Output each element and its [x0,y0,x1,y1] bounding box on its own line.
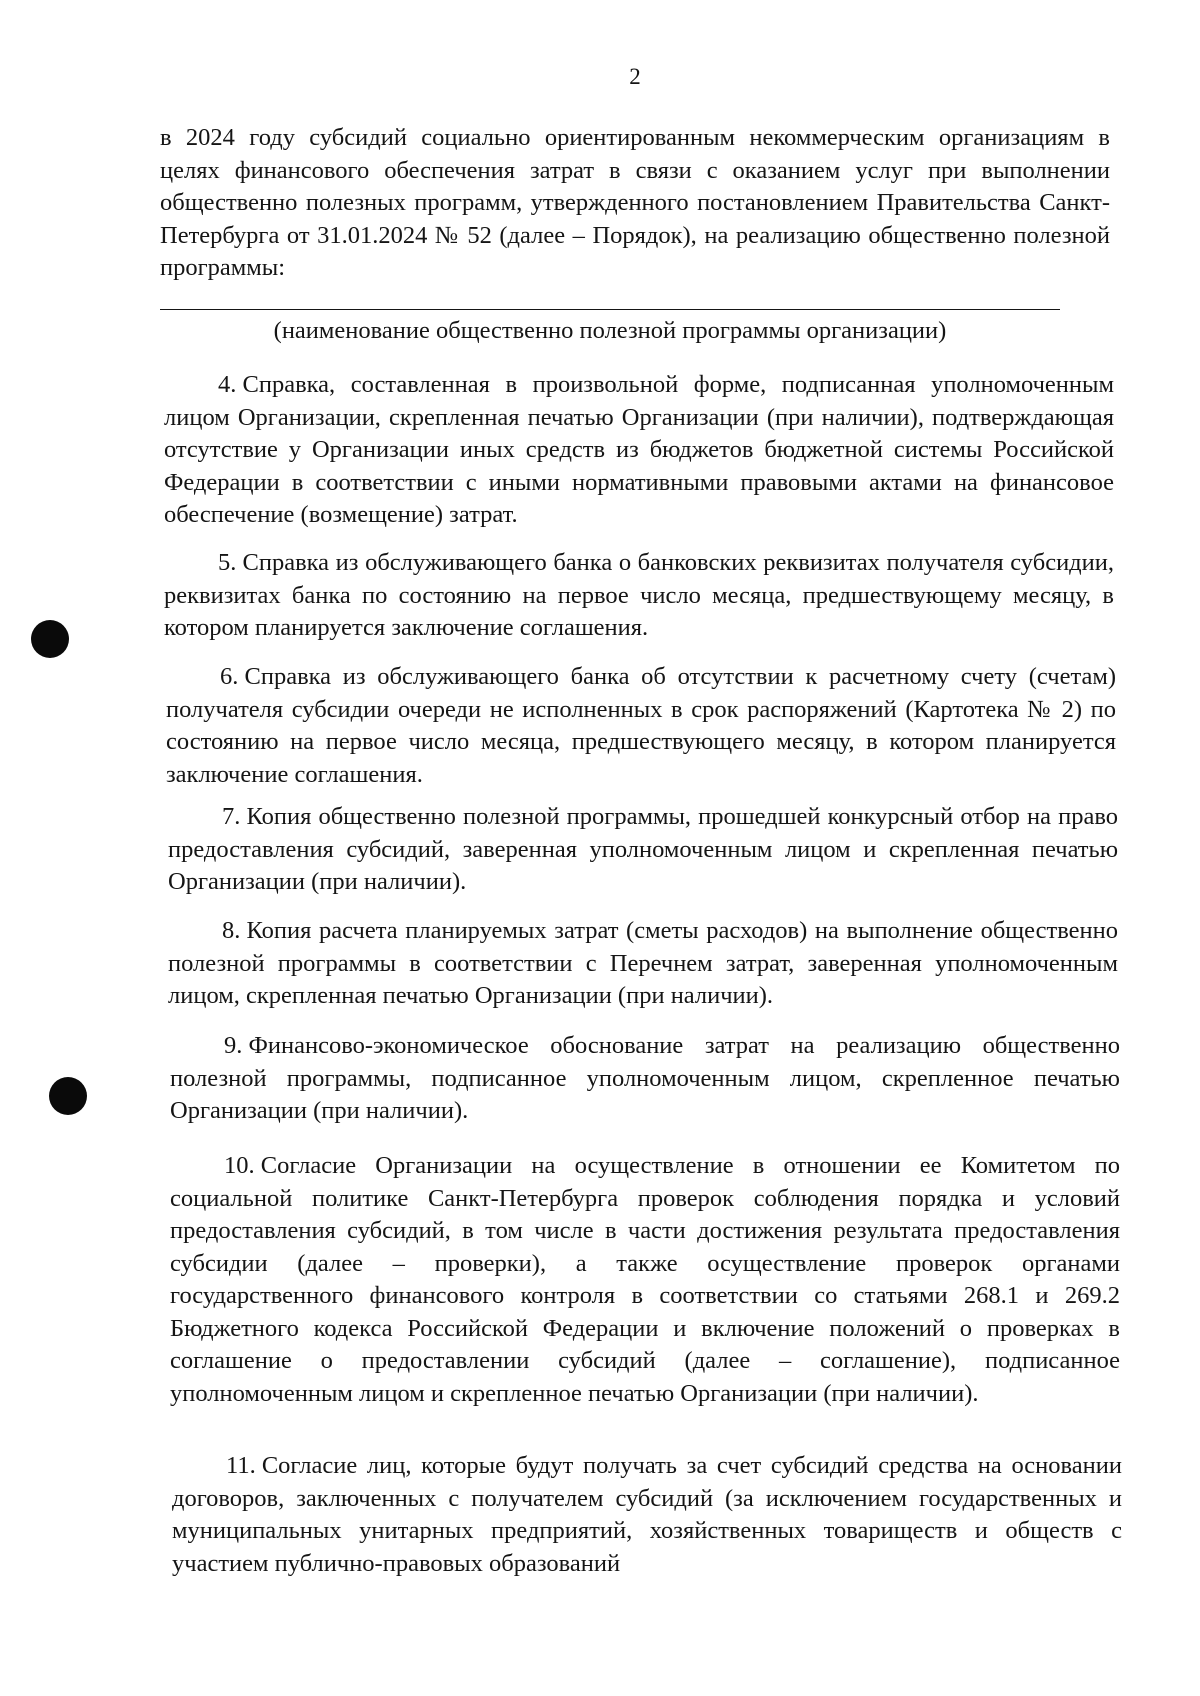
list-item-text: Копия расчета планируемых затрат (сметы расходов) на выполнение общественно полезной программы в соответствии с Перечнем затрат, заверенная уполномоченным лицом, скрепленная печатью Организации (при наличии). [168,917,1118,1009]
list-item-10 [170,1150,1120,1410]
list-item-7 [168,801,1118,899]
list-item-text: Справка из обслуживающего банка об отсутствии к расчетному счету (счетам) получателя субсидии очереди не исполненных в срок распоряжений (Картотека № 2) по состоянию на первое число месяца, предшествующего месяцу, в котором планируется заключение соглашения. [166,663,1116,788]
list-item-4 [164,369,1114,532]
page-number: 2 [629,64,641,89]
list-item-text: Согласие Организации на осуществление в отношении ее Комитетом по социальной политике Санкт-Петербурга проверок соблюдения порядка и условий предоставления субсидий, в том числе в части достижения результата предоставления субсидии (далее – проверки), а также осуществление проверок органами государственного финансового контроля в соответствии со статьями 268.1 и 269.2 Бюджетного кодекса Российской Федерации и включение положений о проверках в соглашение о предоставлении субсидий (далее – соглашение), подписанное уполномоченным лицом и скрепленное печатью Организации (при наличии). [170,1152,1120,1407]
list-item-number: 11. [226,1452,256,1479]
list-item-11 [172,1450,1122,1580]
list-item-number: 10. [224,1152,255,1179]
list-item-number: 7. [222,803,241,830]
list-item-number: 6. [220,663,239,690]
list-item-9 [170,1030,1120,1128]
list-item-number: 8. [222,917,241,944]
list-item-text: Финансово-экономическое обоснование затрат на реализацию общественно полезной программы, подписанное уполномоченным лицом, скрепленное печатью Организации (при наличии). [170,1032,1120,1124]
program-name-caption: (наименование общественно полезной программы организации) [273,317,947,344]
list-item-5 [164,547,1114,645]
list-item-number: 5. [218,549,237,576]
list-item-text: Согласие лиц, которые будут получать за счет субсидий средства на основании договоров, заключенных с получателем субсидий (за исключением государственных и муниципальных унитарных предприятий, хозяйственных товариществ и обществ с участием публично-правовых образований [172,1452,1122,1577]
list-item-8 [168,915,1118,1013]
list-item-6 [166,661,1116,791]
list-item-text: Копия общественно полезной программы, прошедшей конкурсный отбор на право предоставления субсидий, заверенная уполномоченным лицом и скрепленная печатью Организации (при наличии). [168,803,1118,895]
intro-paragraph: в 2024 году субсидий социально ориентированным некоммерческим организациям в целях финансового обеспечения затрат в связи с оказанием услуг при выполнении общественно полезных программ, утвержденного постановлением Правительства Санкт-Петербурга от 31.01.2024 № 52 (далее – Порядок), на реализацию общественно полезной программы: [160,124,1110,281]
list-item-number: 4. [218,371,237,398]
list-item-text: Справка из обслуживающего банка о банковских реквизитах получателя субсидии, реквизитах банка по состоянию на первое число месяца, предшествующему месяцу, в котором планируется заключение соглашения. [164,549,1114,641]
list-item-text: Справка, составленная в произвольной форме, подписанная уполномоченным лицом Организации, скрепленная печатью Организации (при наличии), подтверждающая отсутствие у Организации иных средств из бюджетов бюджетной системы Российской Федерации в соответствии с иными нормативными правовыми актами на финансовое обеспечение (возмещение) затрат. [164,371,1114,528]
binder-hole-icon [31,620,69,658]
list-item-number: 9. [224,1032,243,1059]
binder-hole-icon [49,1077,87,1115]
program-name-blank-line [160,309,1060,310]
